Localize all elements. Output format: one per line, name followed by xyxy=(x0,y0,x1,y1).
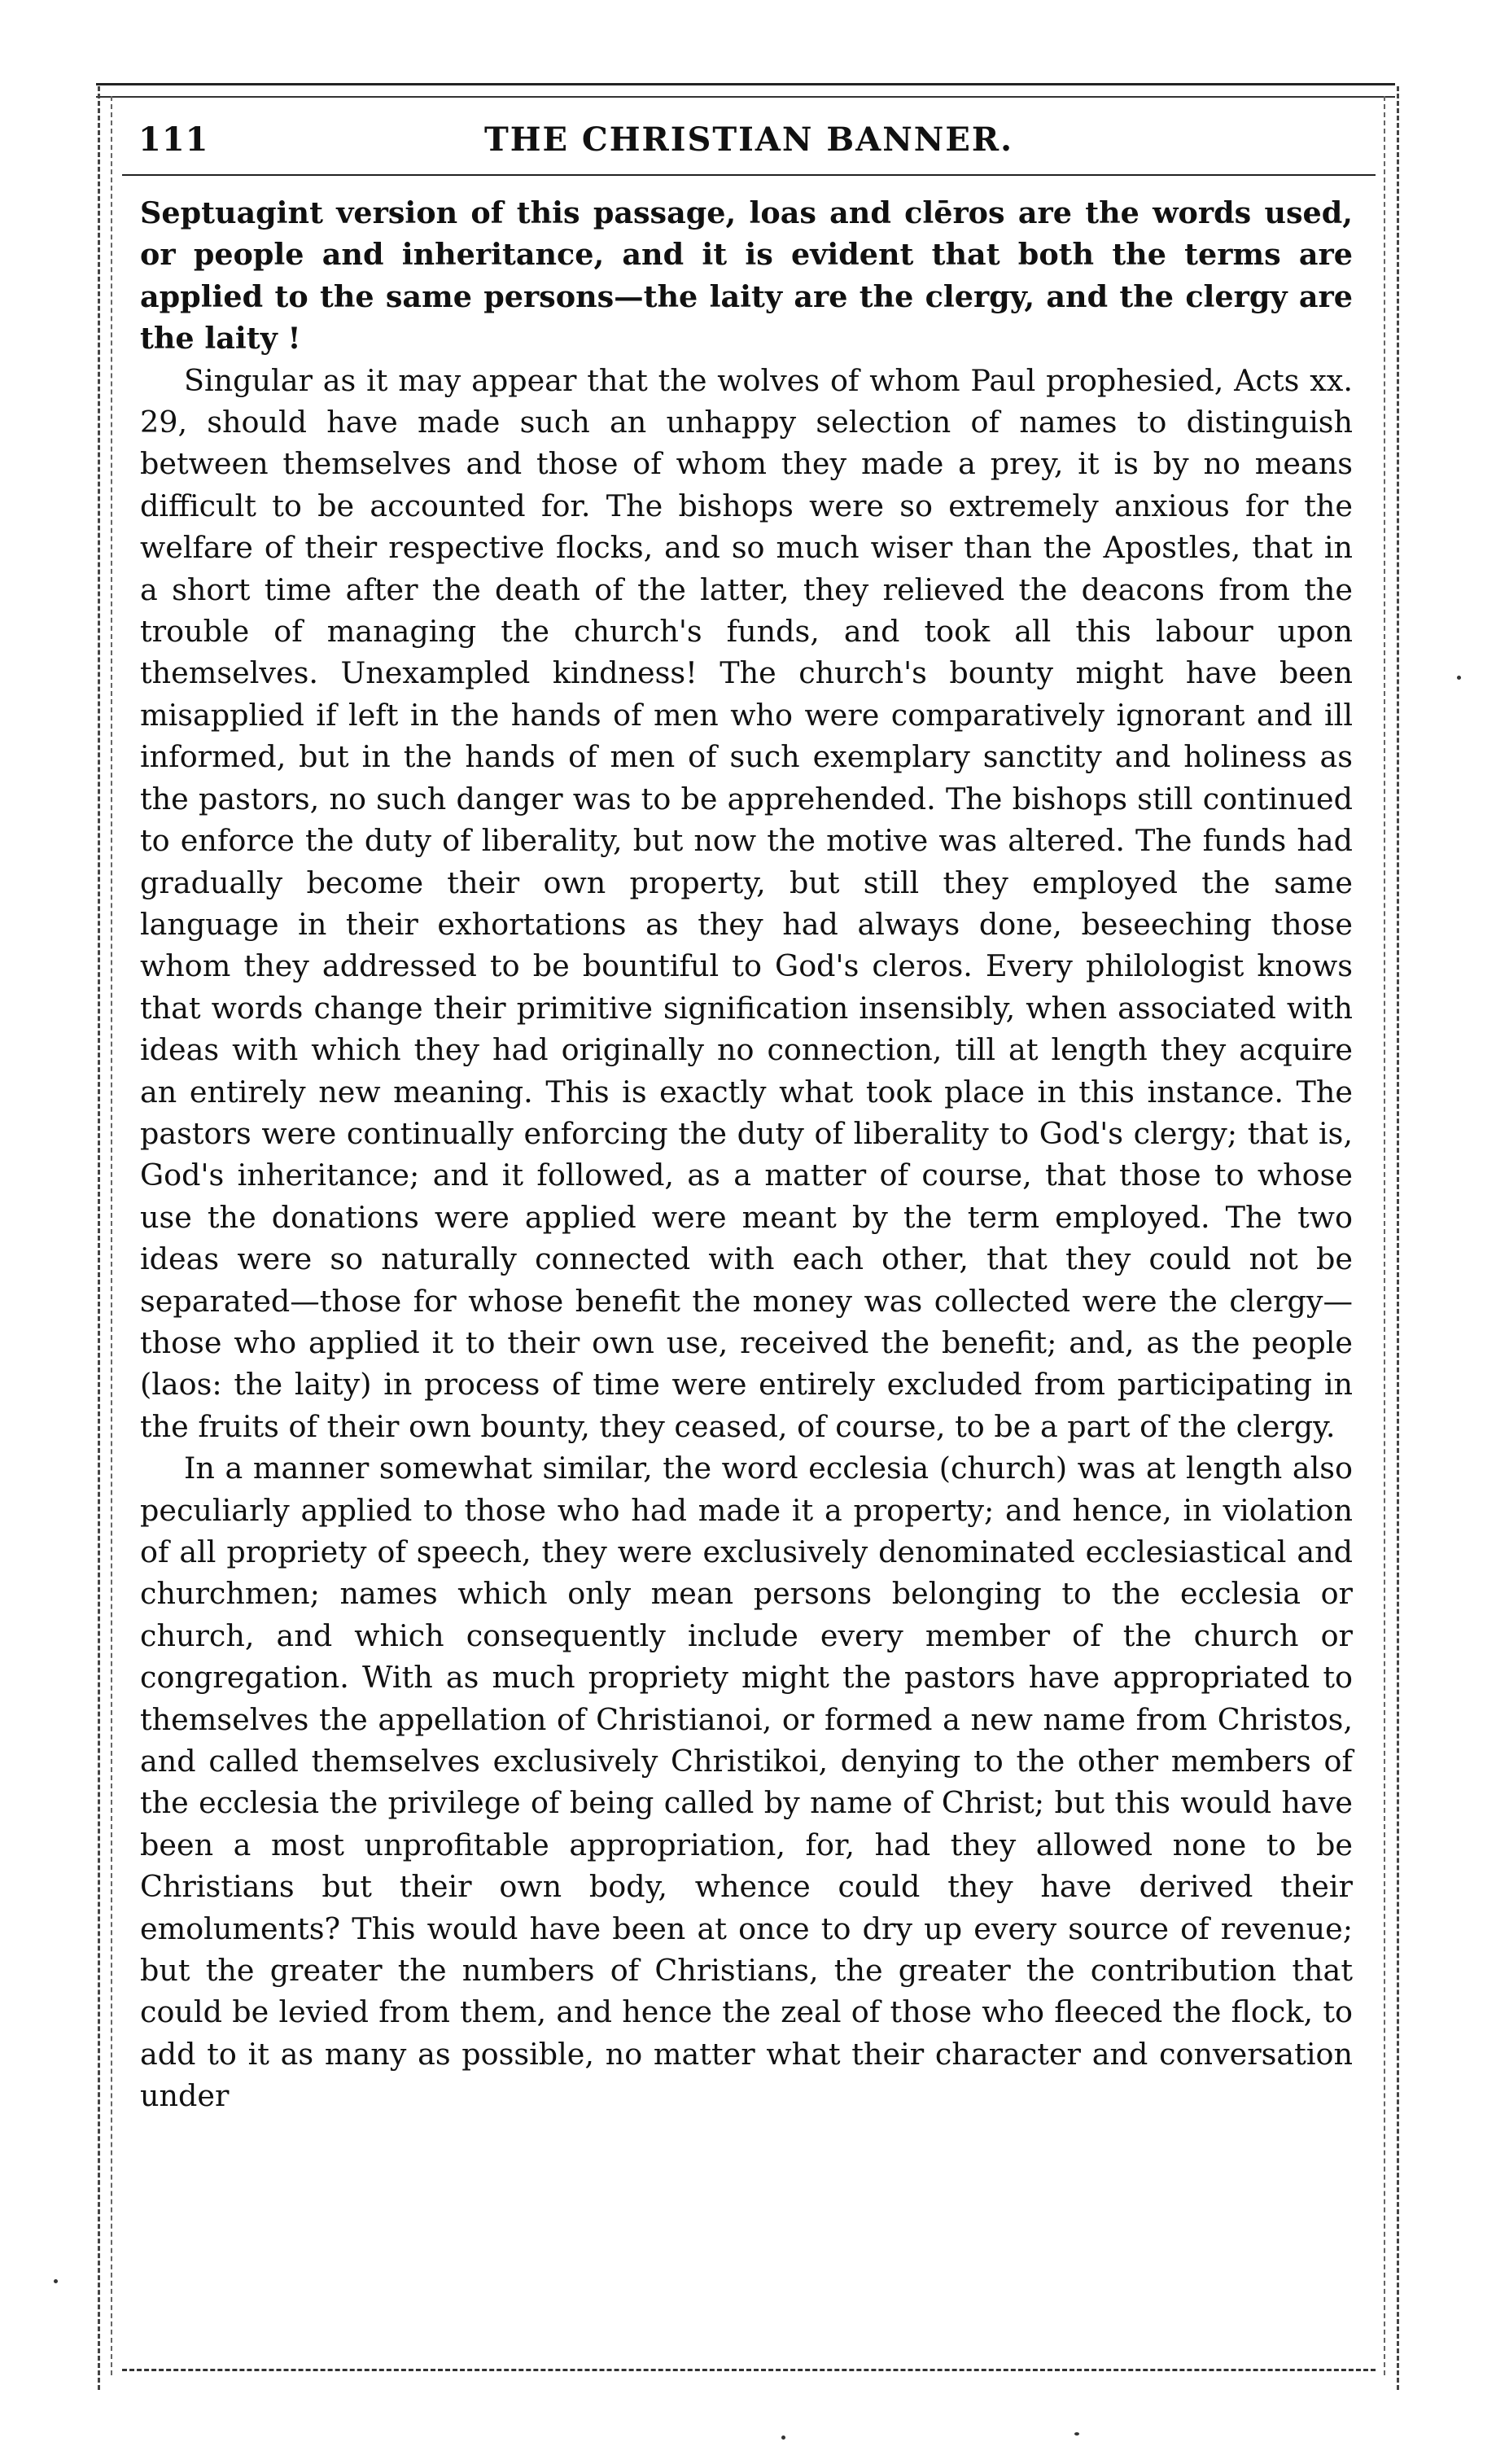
header-rule xyxy=(122,174,1376,176)
page-number: 111 xyxy=(138,120,209,159)
scan-speck xyxy=(1457,676,1461,680)
running-title: THE CHRISTIAN BANNER. xyxy=(483,120,1014,159)
border-left-outer xyxy=(98,86,100,2390)
border-right-outer xyxy=(1397,86,1399,2390)
border-left-inner xyxy=(111,96,112,2375)
paragraph-1: Septuagint version of this passage, loas and clēros are the words used, or people and inheritance, and it is evident that both the terms are applied to the same persons—the laity are the clergy, and the clergy are the laity ! xyxy=(140,195,1353,357)
paragraph-2: Singular as it may appear that the wolves of whom Paul prophesied, Acts xx. 29, should have made such an unhappy selection of names to distinguish between themselves and those of whom they made a prey, it is by no means difficult to be accounted for. The bishops were so extremely anxious for the welfare of their respective flocks, and so much wiser than the Apostles, that in a short time after the death of the latter, they relieved the deacons from the trouble of managing the church's funds, and took all this labour upon themselves. Unexampled kindness! The church's bounty might have been misapplied if left in the hands of men who were comparatively ignorant and ill informed, but in the hands of men of such exemplary sanctity and holiness as the pastors, no such danger was to be apprehended. The bishops still continued to enforce the duty of liberality, but now the motive was altered. The funds had gradually become their own property, but still they employed the same language in their exhortations as they had always done, beseeching those whom they addressed to be bountiful to God's cleros. Every philologist knows that words change their primitive signification insensibly, when associated with ideas with which they had originally no connection, till at length they acquire an entirely new meaning. This is exactly what took place in this instance. The pastors were continually enforcing the duty of liberality to God's clergy; that is, God's inheritance; and it followed, as a matter of course, that those to whose use the donations were applied were meant by the term employed. The two ideas were so naturally connected with each other, that they could not be separated—those for whose benefit the money was collected were the clergy—those who applied it to their own use, received the benefit; and, as the people (laos: the laity) in process of time were entirely excluded from participating in the fruits of their own bounty, they ceased, of course, to be a part of the clergy. xyxy=(140,362,1353,1444)
scan-speck xyxy=(781,2436,785,2440)
scan-speck xyxy=(1074,2432,1079,2436)
border-bottom xyxy=(122,2369,1376,2371)
border-top-inner xyxy=(96,96,1395,98)
scan-speck xyxy=(54,2279,58,2283)
body-text xyxy=(140,192,1353,2117)
paragraph-3: In a manner somewhat similar, the word ecclesia (church) was at length also peculiarly applied to those who had made it a property; and hence, in violation of all propriety of speech, they were exclusively denominated ecclesiastical and churchmen; names which only mean persons belonging to the ecclesia or church, and which consequently include every member of the church or congregation. With as much propriety might the pastors have appropriated to themselves the appellation of Christianoi, or formed a new name from Christos, and called themselves exclusively Christikoi, denying to the other members of the ecclesia the privilege of being called by name of Christ; but this would have been a most unprofitable appropriation, for, had they allowed none to be Christians but their own body, whence could they have derived their emoluments? This would have been at once to dry up every source of revenue; but the greater the numbers of Christians, the greater the contribution that could be levied from them, and hence the zeal of those who fleeced the flock, to add to it as many as possible, no matter what their character and conversation under xyxy=(140,1451,1353,2114)
border-right-inner xyxy=(1384,96,1385,2375)
border-top-outer xyxy=(96,83,1395,85)
page-header xyxy=(130,114,1367,171)
